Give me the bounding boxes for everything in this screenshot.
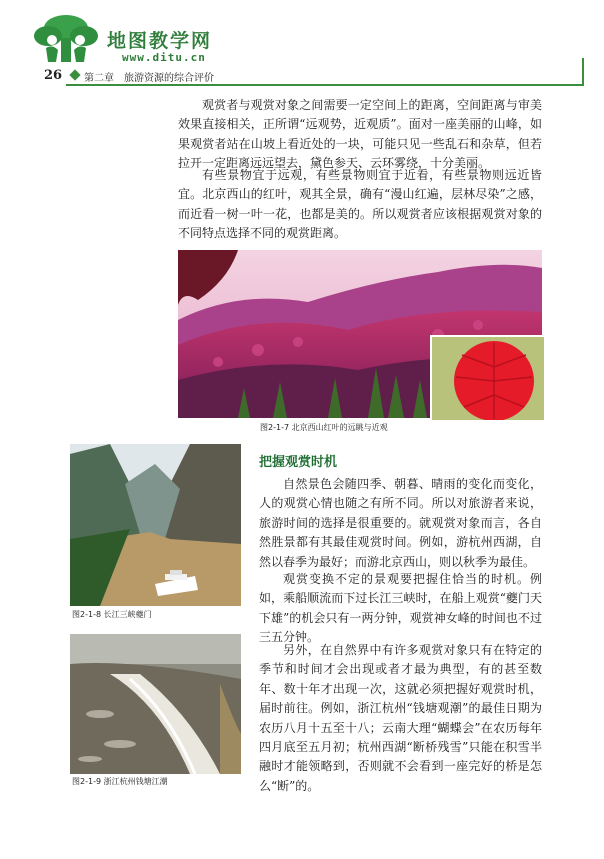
kuimen-gorge-photo [70,444,241,606]
figure-7-caption: 图2-1-7 北京西山红叶的远眺与近观 [260,423,388,432]
chapter-title: 第二章 旅游资源的综合评价 [84,73,214,84]
paragraph-timing-seasons: 自然景色会随四季、朝暮、晴雨的变化而变化，人的观赏心情也随之有所不同。所以对旅游者来说，旅游时间的选择是很重要的。就观赏对象而言，各自然胜景都有其最佳观赏时间。例如，游杭州西湖，自然以春季为最好；而游北京西山，则以秋季为最佳。 [259,477,542,569]
diamond-icon [69,69,80,80]
tree-logo-icon [28,10,106,70]
watermark-logo [28,10,106,70]
paragraph-timing-moment: 观赏变换不定的景观要把握住恰当的时机。例如，乘船顺流而下过长江三峡时，在船上观赏“夔门天下雄”的机会只有一两分钟，观赏神女峰的时间也不过三五分钟。 [259,572,542,645]
red-leaf-closeup-photo [430,335,544,420]
paragraph-distance-examples: 有些景物宜于远观，有些景物则宜于近看，有些景物则远近皆宜。北京西山的红叶，观其全景，确有“漫山红遍，层林尽染”之感，而近看一树一叶一花，也都是美的。所以观赏者应该根据观赏对象的不同特点选择不同的观赏距离。 [178,168,542,241]
page-number: 26 [44,68,63,83]
qiantang-tide-photo [70,634,241,774]
section-heading: 把握观赏时机 [259,455,338,470]
header-side-rule [582,58,584,86]
paragraph-distance-intro: 观赏者与观赏对象之间需要一定空间上的距离，空间距离与审美效果直接相关，正所谓“远观势，近观质”。面对一座美丽的山峰，如果观赏者站在山坡上看近处的一块，可能只见一些乱石和杂草，但若拉开一定距离远远望去，黛色参天、云环雾绕，十分美丽。 [178,98,542,171]
figure-8-caption: 图2-1-8 长江三峡夔门 [72,610,152,619]
watermark-url: www.ditu.cn [122,51,206,64]
watermark-title: 地图教学网 [107,30,213,52]
paragraph-timing-special: 另外，在自然界中有许多观赏对象只有在特定的季节和时间才会出现或者才最为典型，有的甚至数年、数十年才出现一次，这就必须把握好观赏时机，届时前往。例如，浙江杭州“钱塘观潮”的最佳日期为农历八月十五至十八；云南大理“蝴蝶会”在农历每年四月底至五月初；杭州西湖“断桥残雪”只能在积雪半融时才能领略到，否则就不会看到一座完好的桥是怎么“断”的。 [259,643,542,793]
header-rule [66,84,582,86]
figure-9-caption: 图2-1-9 浙江杭州钱塘江潮 [72,777,168,786]
